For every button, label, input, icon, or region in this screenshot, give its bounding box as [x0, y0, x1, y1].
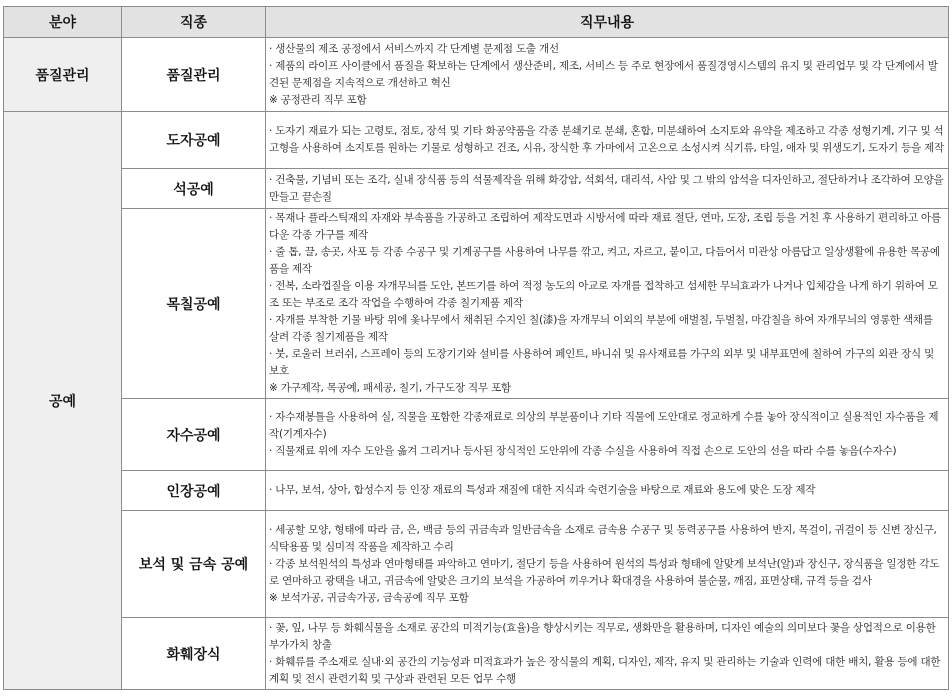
desc-cell	[266, 38, 949, 112]
header-job: 직종	[122, 7, 266, 38]
desc-line: · 각종 보석원석의 특성과 연마형태를 파악하고 연마기, 절단기 등을 사용하여 원석의 특성과 형태에 알맞게 보석난(알)과 장신구, 장식품을 일정한 각도로 연마하고 광택을 내고, 귀금속에 알맞은 크기의 보석을 가공하여 끼우거나 확대경을 사용하여 불순물, 깨짐, 표면상태, 규격 등을 검사	[269, 557, 940, 587]
desc-cell	[266, 511, 949, 618]
desc-cell	[266, 471, 949, 511]
job-cell: 목칠공예	[122, 209, 266, 399]
desc-line: · 자수재봉틀을 사용하여 실, 직물을 포함한 각종재료로 의상의 부분품이나 기타 직물에 도안대로 정교하게 수를 놓아 장식적이고 실용적인 자수품을 제작(기계자수)	[269, 411, 939, 440]
job-cell: 석공예	[122, 169, 266, 209]
header-field: 분야	[4, 7, 122, 38]
table-row	[4, 112, 949, 169]
desc-cell	[266, 169, 949, 209]
desc-line: · 건축물, 기념비 또는 조각, 실내 장식품 등의 석물제작을 위해 화강암, 석회석, 대리석, 사암 및 그 밖의 암석을 디자인하고, 절단하거나 조각하여 모양을 만들고 끝손질	[269, 173, 944, 203]
table-row	[4, 399, 949, 471]
header-desc: 직무내용	[266, 7, 949, 38]
desc-line: ※ 공정관리 직무 포함	[269, 93, 367, 106]
table-row	[4, 38, 949, 112]
desc-cell	[266, 399, 949, 471]
header-row	[4, 7, 949, 38]
desc-cell	[266, 112, 949, 169]
table-row	[4, 511, 949, 618]
job-cell: 보석 및 금속 공예	[122, 511, 266, 618]
job-cell: 화훼장식	[122, 618, 266, 690]
field-cell-craft: 공예	[4, 112, 122, 690]
desc-line: · 줄 톱, 끌, 송곳, 사포 등 각종 수공구 및 기계공구를 사용하여 나무를 깎고, 켜고, 자르고, 붙이고, 다듬어서 미관상 아름답고 일상생활에 유용한 목공예품을 제작	[269, 246, 940, 275]
job-cell: 인장공예	[122, 471, 266, 511]
desc-line: · 생산물의 제조 공정에서 서비스까지 각 단계별 문제점 도출 개선	[269, 42, 559, 55]
desc-cell	[266, 209, 949, 399]
desc-line: · 전복, 소라껍질을 이용 자개무늬를 도안, 본뜨기를 하여 적정 농도의 아교로 자개를 접착하고 섬세한 무늬효과가 나거나 입체감을 나게 하기 위하여 모조 또는 부조로 조각 작업을 수행하여 각종 칠기제품 제작	[269, 280, 938, 309]
job-table	[3, 6, 949, 690]
desc-line: · 나무, 보석, 상아, 합성수지 등 인장 재료의 특성과 재질에 대한 지식과 숙련기술을 바탕으로 재료와 용도에 맞은 도장 제작	[269, 484, 816, 496]
desc-line: ※ 가구제작, 목공예, 패세공, 칠기, 가구도장 직무 포함	[269, 382, 511, 394]
desc-line: · 도자기 재료가 되는 고령토, 점토, 장석 및 기타 화공약품을 각종 분쇄기로 분쇄, 혼합, 미분쇄하여 소지토와 유약을 제조하고 각종 성형기계, 기구 및 석고형을 사용하여 소지토를 원하는 기물로 성형하고 건조, 시유, 장식한 후 가마에서 고온으로 소성시켜 식기류, 타일, 애자 및 위생도기, 도자기 등을 제작	[269, 125, 945, 154]
desc-line: · 세공할 모양, 형태에 따라 금, 은, 백금 등의 귀금속과 일반금속을 소재로 금속용 수공구 및 동력공구를 사용하여 반지, 목걸이, 귀걸이 등 신변 장신구, 식탁용품 및 심미적 작품을 제작하고 수리	[269, 523, 937, 553]
desc-line: · 자개를 부착한 기물 바탕 위에 옻나무에서 채취된 수지인 칠(漆)을 자개무늬 이외의 부분에 애벌칠, 두벌칠, 마감칠을 하여 자개무늬의 영롱한 색채를 살려 각종 칠기제품을 제작	[269, 314, 933, 343]
table-row	[4, 618, 949, 690]
table-row	[4, 471, 949, 511]
field-cell-quality: 품질관리	[4, 38, 122, 112]
desc-line: · 목재나 플라스틱재의 자재와 부속품을 가공하고 조립하여 제작도면과 시방서에 따라 재료 절단, 연마, 도장, 조립 등을 거친 후 사용하기 편리하고 아름다운 각종 가구를 제작	[269, 212, 941, 241]
table-row	[4, 169, 949, 209]
desc-line: · 붓, 로울러 브러쉬, 스프레이 등의 도장기기와 설비를 사용하여 페인트, 바니쉬 및 유사재료를 가구의 외부 및 내부표면에 칠하여 가구의 외관 장식 및 보호	[269, 348, 935, 377]
desc-cell	[266, 618, 949, 690]
desc-line: · 제품의 라이프 사이클에서 품질을 확보하는 단계에서 생산준비, 제조, 서비스 등 주로 현장에서 품질경영시스템의 유지 및 관리업무 및 각 단계에서 발견된 문제점을 지속적으로 개선하고 혁신	[269, 59, 938, 89]
job-cell: 자수공예	[122, 399, 266, 471]
job-cell: 도자공예	[122, 112, 266, 169]
desc-line: · 꽃, 잎, 나무 등 화훼식물을 소재로 공간의 미적기능(효율)을 향상시키는 직무로, 생화만을 활용하며, 디자인 예술의 의미보다 꽃을 상업적으로 이용한 부가가치 창출	[269, 621, 936, 651]
table-row	[4, 209, 949, 399]
desc-line: · 화훼류를 주소재로 실내·외 공간의 기능성과 미적효과가 높은 장식물의 계획, 디자인, 제작, 유지 및 관리하는 기술과 인력에 대한 배치, 활용 등에 대한 계획 및 전시 관련기획 및 구상과 관련된 모든 업무 수행	[269, 655, 941, 685]
desc-line: ※ 보석가공, 귀금속가공, 금속공예 직무 포함	[269, 591, 469, 604]
job-cell: 품질관리	[122, 38, 266, 112]
desc-line: · 직물재료 위에 자수 도안을 옮겨 그리거나 등사된 장식적인 도안위에 각종 수실을 사용하여 직접 손으로 도안의 선을 따라 수를 놓음(수자수)	[269, 445, 897, 457]
